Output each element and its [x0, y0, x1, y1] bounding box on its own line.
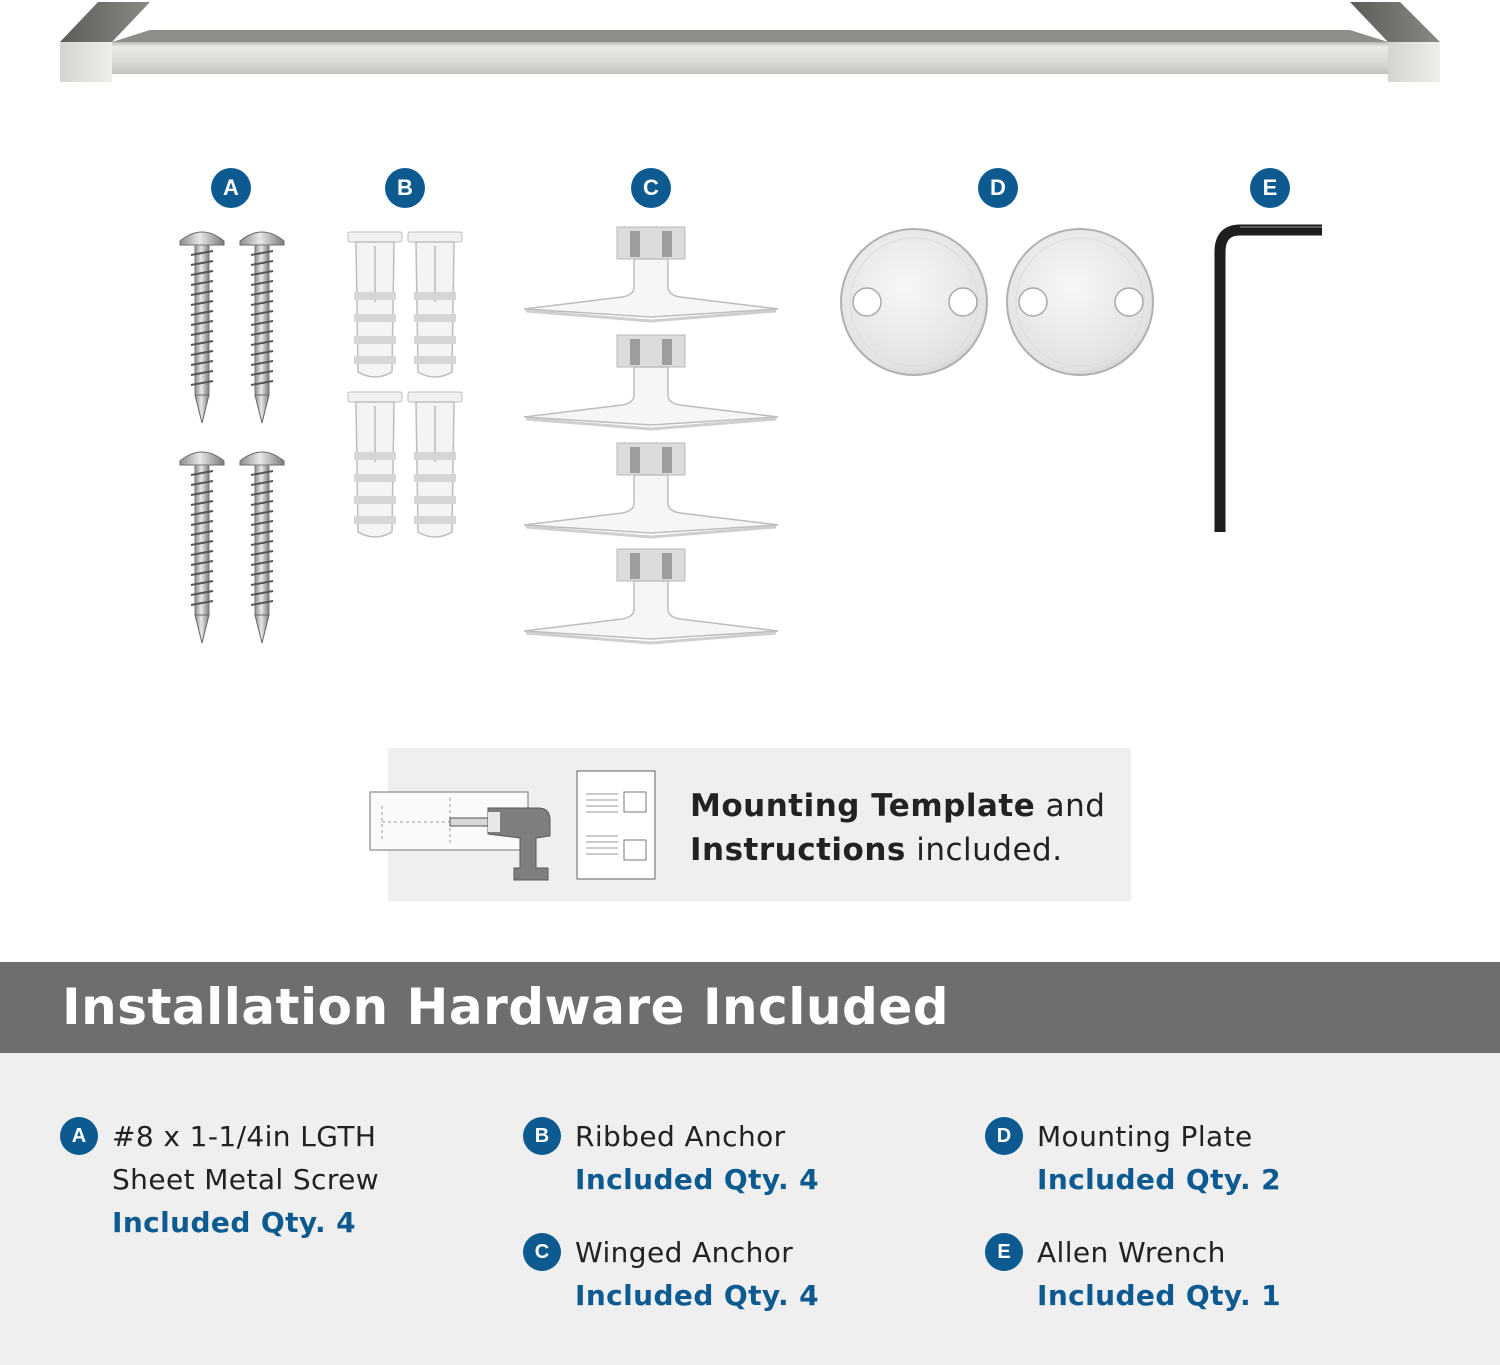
item-qty: Included Qty. 2 — [1037, 1163, 1282, 1196]
item-name-line2: Sheet Metal Screw — [112, 1163, 380, 1196]
item-badge-a: A — [60, 1117, 98, 1155]
ribbed-anchor-icon — [345, 230, 470, 542]
item-name: Ribbed Anchor — [575, 1120, 786, 1153]
item-badge-b: B — [523, 1117, 561, 1155]
hardware-list — [0, 1053, 1500, 1365]
item-badge-c: C — [523, 1233, 561, 1271]
template-note-text-1: and — [1035, 788, 1106, 824]
item-name: Allen Wrench — [1037, 1236, 1226, 1269]
template-callout — [388, 748, 1131, 901]
item-qty: Included Qty. 4 — [575, 1163, 820, 1196]
template-note — [690, 784, 1110, 872]
allen-wrench-icon — [1212, 222, 1327, 537]
section-title: Installation Hardware Included — [62, 978, 950, 1036]
template-note-bold-1: Mounting Template — [690, 788, 1036, 824]
item-qty: Included Qty. 4 — [575, 1279, 820, 1312]
winged-anchor-icon — [522, 225, 780, 645]
item-name: Winged Anchor — [575, 1236, 794, 1269]
item-badge-d: D — [985, 1117, 1023, 1155]
part-badge-c: C — [631, 168, 671, 208]
item-qty: Included Qty. 4 — [112, 1206, 357, 1239]
instructions-document-icon — [576, 770, 658, 882]
mounting-plate-icon — [838, 225, 1160, 380]
item-badge-e: E — [985, 1233, 1023, 1271]
part-badge-e: E — [1250, 168, 1290, 208]
template-note-text-2: included. — [905, 832, 1063, 868]
item-name: Mounting Plate — [1037, 1120, 1253, 1153]
part-badge-a: A — [211, 168, 251, 208]
part-badge-d: D — [978, 168, 1018, 208]
item-name-line1: #8 x 1-1/4in LGTH — [112, 1120, 377, 1153]
screw-icon — [170, 225, 295, 650]
towel-bar-image — [60, 0, 1440, 86]
section-header — [0, 962, 1500, 1053]
item-qty: Included Qty. 1 — [1037, 1279, 1282, 1312]
template-note-bold-2: Instructions — [690, 832, 906, 868]
part-badge-b: B — [385, 168, 425, 208]
